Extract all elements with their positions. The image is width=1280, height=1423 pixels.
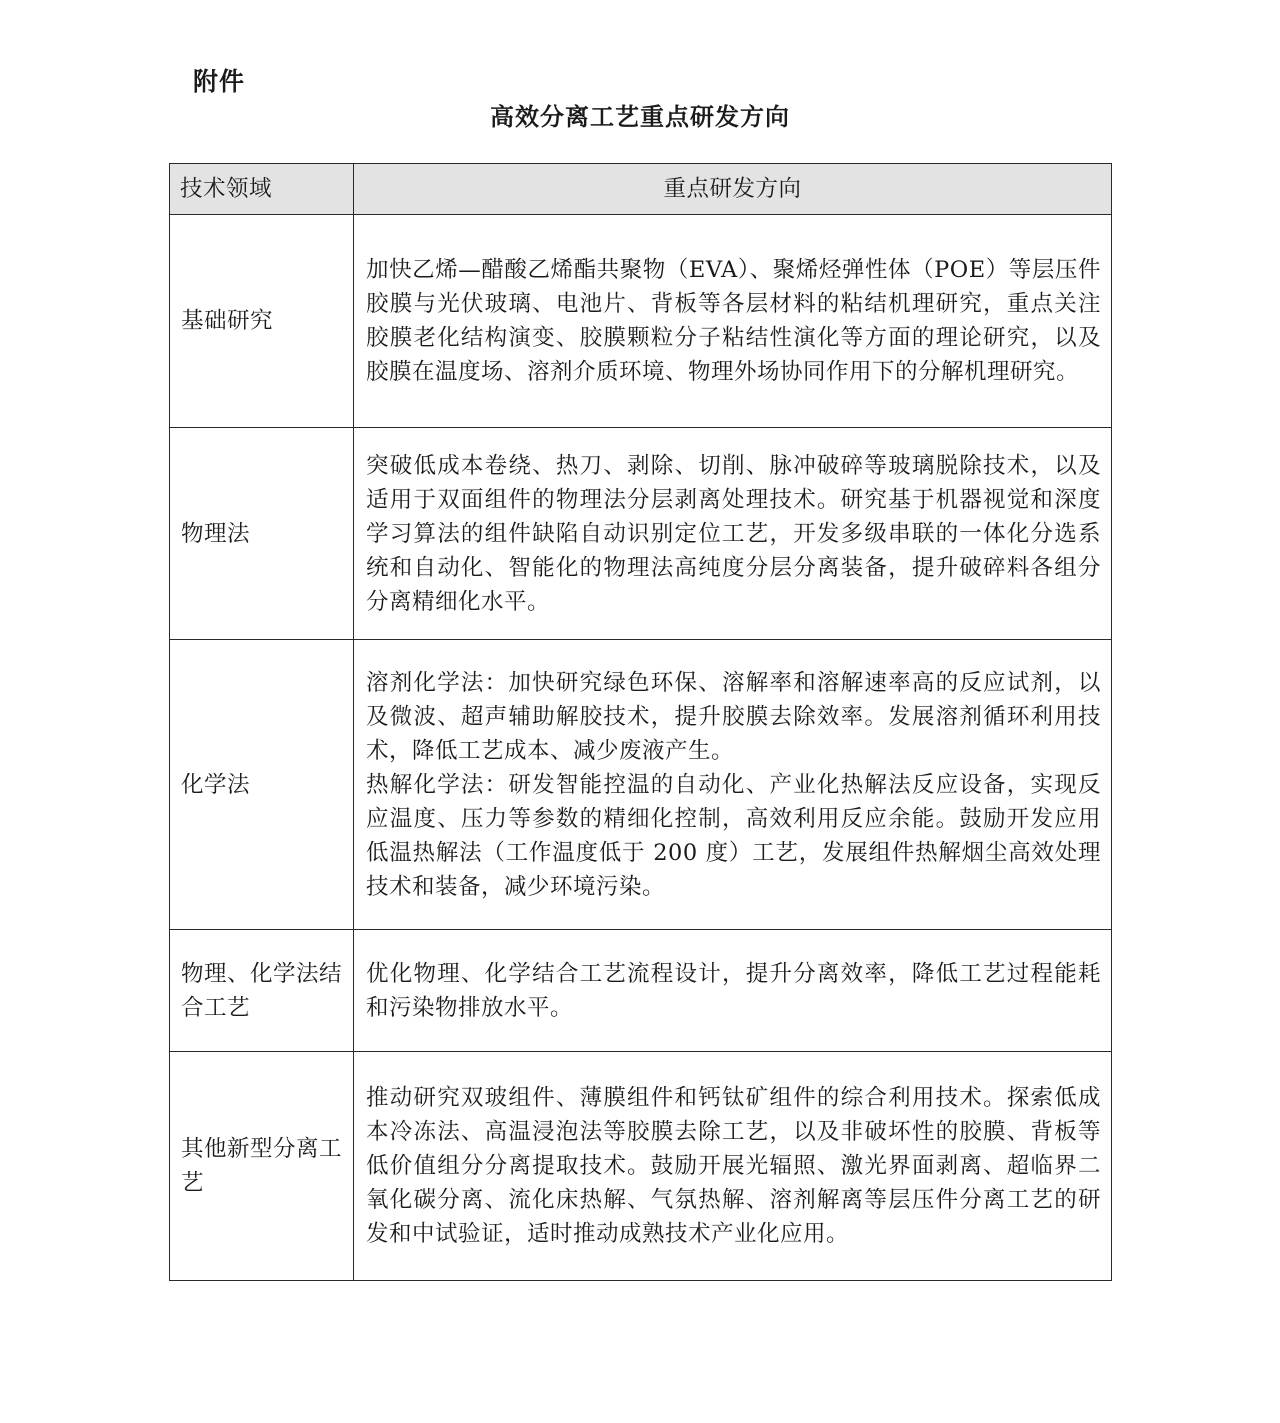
field-cell: 物理、化学法结合工艺 [170, 930, 354, 1052]
direction-text: 热解化学法：研发智能控温的自动化、产业化热解法反应设备，实现反应温度、压力等参数的精细化控制，高效利用反应余能。鼓励开发应用低温热解法（工作温度低于 200 度）工艺，发展组件热解烟尘高效处理技术和装备，减少环境污染。 [366, 771, 1101, 900]
document-title: 高效分离工艺重点研发方向 [490, 103, 790, 131]
direction-text: 溶剂化学法：加快研究绿色环保、溶解率和溶解速率高的反应试剂，以及微波、超声辅助解胶技术，提升胶膜去除效率。发展溶剂循环利用技术，降低工艺成本、减少废液产生。 [366, 669, 1101, 764]
table-row [170, 428, 1112, 640]
field-cell: 化学法 [170, 640, 354, 930]
direction-cell [354, 640, 1112, 930]
direction-text: 加快乙烯—醋酸乙烯酯共聚物（EVA）、聚烯烃弹性体（POE）等层压件胶膜与光伏玻璃、电池片、背板等各层材料的粘结机理研究，重点关注胶膜老化结构演变、胶膜颗粒分子粘结性演化等方面的理论研究，以及胶膜在温度场、溶剂介质环境、物理外场协同作用下的分解机理研究。 [366, 257, 1101, 385]
direction-cell [354, 428, 1112, 640]
direction-cell [354, 930, 1112, 1052]
table-row [170, 640, 1112, 930]
field-cell: 其他新型分离工艺 [170, 1052, 354, 1281]
direction-text: 推动研究双玻组件、薄膜组件和钙钛矿组件的综合利用技术。探索低成本冷冻法、高温浸泡法等胶膜去除工艺，以及非破坏性的胶膜、背板等低价值组分分离提取技术。鼓励开展光辐照、激光界面剥离、超临界二氧化碳分离、流化床热解、气氛热解、溶剂解离等层压件分离工艺的研发和中试验证，适时推动成熟技术产业化应用。 [366, 1085, 1101, 1247]
direction-cell [354, 215, 1112, 428]
direction-text: 优化物理、化学结合工艺流程设计，提升分离效率，降低工艺过程能耗和污染物排放水平。 [366, 960, 1101, 1021]
field-cell: 物理法 [170, 428, 354, 640]
column-header-field: 技术领域 [170, 164, 354, 215]
field-cell: 基础研究 [170, 215, 354, 428]
table-row [170, 215, 1112, 428]
table-row [170, 930, 1112, 1052]
attachment-label: 附件 [193, 67, 246, 96]
direction-text: 突破低成本卷绕、热刀、剥除、切削、脉冲破碎等玻璃脱除技术，以及适用于双面组件的物理法分层剥离处理技术。研究基于机器视觉和深度学习算法的组件缺陷自动识别定位工艺，开发多级串联的一体化分选系统和自动化、智能化的物理法高纯度分层分离装备，提升破碎料各组分分离精细化水平。 [366, 452, 1101, 615]
table-row [170, 1052, 1112, 1281]
rd-directions-table [169, 163, 1112, 1281]
table-header-row [170, 164, 1112, 215]
column-header-direction: 重点研发方向 [354, 164, 1112, 215]
direction-cell [354, 1052, 1112, 1281]
